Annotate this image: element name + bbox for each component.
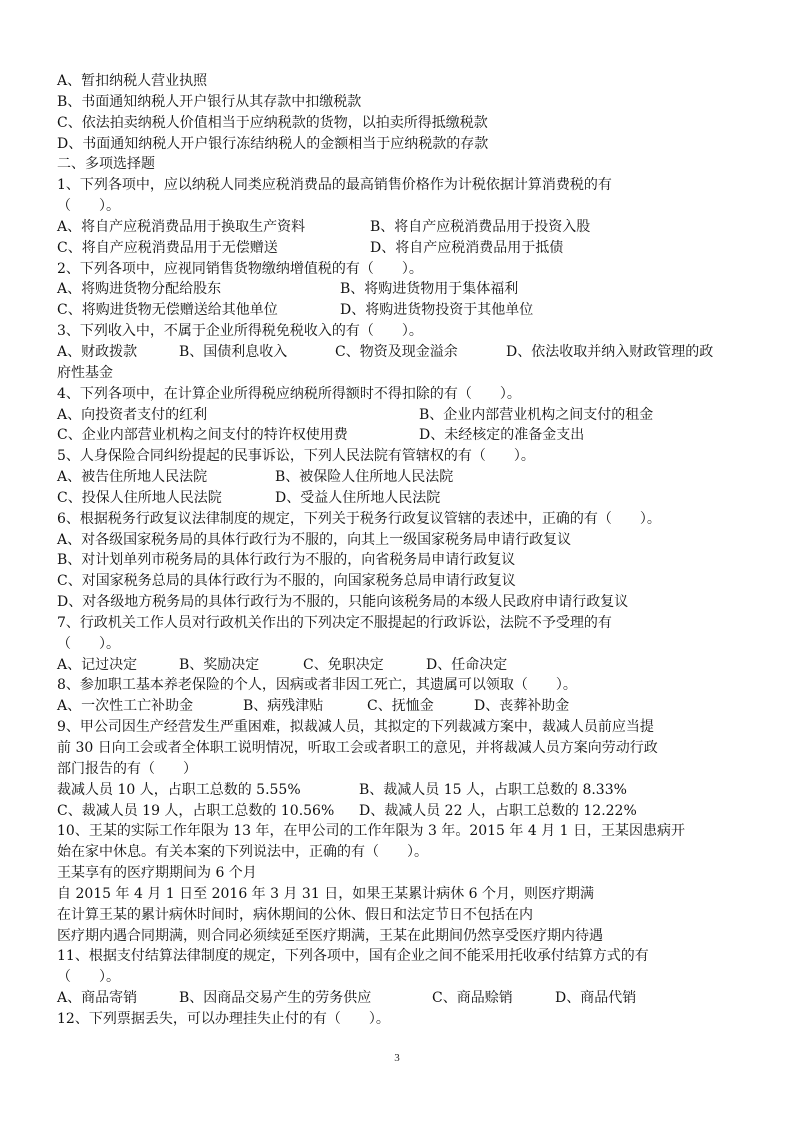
question-5-options-row-1 [57,467,747,488]
question-9-options-row-2 [57,801,747,822]
question-3: 3、下列收入中，不属于企业所得税免税收入的有（ ）。 [57,323,423,340]
option-d: D、受益人住所地人民法院 [275,489,441,506]
option-d: D、书面通知纳税人开户银行冻结纳税人的金额相当于应纳税款的存款 [57,135,489,152]
question-4: 4、下列各项中，在计算企业所得税应纳税所得额时不得扣除的有（ ）。 [57,385,521,402]
option-a: A、将购进货物分配给股东 [57,281,222,298]
question-2: 2、下列各项中，应视同销售货物缴纳增值税的有（ ）。 [57,260,423,277]
question-9-continued: 前 30 日向工会或者全体职工说明情况，听取工会或者职工的意见，并将裁减人员方案向劳动行政 [57,740,658,756]
option-b: B、国债利息收入 [179,343,288,360]
question-7-blank: （ ）。 [57,635,120,652]
option-c: C、裁减人员 19 人，占职工总数的 10.56% [57,802,335,819]
option-b: B、企业内部营业机构之间支付的租金 [419,406,654,423]
option-d: 医疗期内遇合同期满，则合同必须续延至医疗期满，王某在此期间仍然享受医疗期内待遇 [57,927,603,944]
question-8-options-row [57,696,747,717]
question-9-continued-2: 部门报告的有（ ） [57,760,197,777]
option-d: D、依法收取并纳入财政管理的政 [506,343,714,360]
question-9-options-row-1 [57,780,747,801]
option-b: B、书面通知纳税人开户银行从其存款中扣缴税款 [57,93,362,110]
option-a: 裁减人员 10 人，占职工总数的 5.55% [57,781,301,798]
question-1-options-row-2 [57,238,747,259]
question-4-options-row-2 [57,425,747,446]
question-7: 7、行政机关工作人员对行政机关作出的下列决定不服提起的行政诉讼，法院不予受理的有 [57,614,612,631]
question-11: 11、根据支付结算法律制度的规定，下列各项中，国有企业之间不能采用托收承付结算方式的有 [57,948,649,965]
option-b: B、将自产应税消费品用于投资入股 [370,218,591,235]
question-3-options-row [57,342,747,363]
question-1-options-row-1 [57,217,747,238]
option-b: B、奖励决定 [179,656,260,673]
option-c: C、物资及现金溢余 [335,343,458,360]
option-c: C、抚恤金 [367,698,434,715]
question-12: 12、下列票据丢失，可以办理挂失止付的有（ ）。 [57,1010,390,1027]
option-d: D、将自产应税消费品用于抵债 [370,239,564,256]
question-9: 9、甲公司因生产经营发生严重困难，拟裁减人员，其拟定的下列裁减方案中，裁减人员前应当提 [57,719,654,736]
question-6: 6、根据税务行政复议法律制度的规定，下列关于税务行政复议管辖的表述中，正确的有（ ）。 [57,510,661,527]
option-b: B、病残津贴 [243,698,324,715]
option-c: C、依法拍卖纳税人价值相当于应纳税款的货物，以拍卖所得抵缴税款 [57,114,488,131]
option-c: C、将自产应税消费品用于无偿赠送 [57,239,278,256]
page-content [57,71,747,1030]
option-c: C、将购进货物无偿赠送给其他单位 [57,302,278,319]
page-number: 3 [394,1052,400,1064]
question-11-options-row [57,988,747,1009]
option-c: C、投保人住所地人民法院 [57,489,222,506]
option-b: 自 2015 年 4 月 1 日至 2016 年 3 月 31 日，如果王某累计病休 6 个月，则医疗期满 [57,885,595,902]
option-d: D、裁减人员 22 人，占职工总数的 12.22% [359,802,637,819]
option-a: A、记过决定 [57,656,138,673]
question-11-blank: （ ）。 [57,969,120,986]
option-a: A、一次性工亡补助金 [57,698,194,715]
question-8: 8、参加职工基本养老保险的个人，因病或者非因工死亡，其遗属可以领取（ ）。 [57,677,577,694]
option-b: B、将购进货物用于集体福利 [340,281,519,298]
question-4-options-row-1 [57,405,747,426]
question-2-options-row-2 [57,300,747,321]
option-b: B、裁减人员 15 人，占职工总数的 8.33% [359,781,627,798]
option-c: C、免职决定 [303,656,384,673]
question-5-options-row-2 [57,488,747,509]
option-c: C、对国家税务总局的具体行政行为不服的，向国家税务总局申请行政复议 [57,573,516,590]
option-d: D、丧葬补助金 [474,698,570,715]
question-10-continued: 始在家中休息。有关本案的下列说法中，正确的有（ ）。 [57,844,428,861]
option-d: D、任命决定 [426,656,508,673]
option-a: A、将自产应税消费品用于换取生产资料 [57,218,306,235]
option-c: 在计算王某的累计病休时间时，病休期间的公休、假日和法定节日不包括在内 [57,906,533,923]
option-b: B、被保险人住所地人民法院 [275,469,454,486]
question-2-options-row-1 [57,279,747,300]
option-a: 王某享有的医疗期期间为 6 个月 [57,865,257,882]
question-5: 5、人身保险合同纠纷提起的民事诉讼，下列人民法院有管辖权的有（ ）。 [57,448,535,465]
question-3-option-d-continued: 府性基金 [57,364,113,381]
option-c: C、企业内部营业机构之间支付的特许权使用费 [57,427,348,444]
option-d: D、将购进货物投资于其他单位 [340,302,534,319]
option-a: A、暂扣纳税人营业执照 [57,73,208,89]
question-10: 10、王某的实际工作年限为 13 年，在甲公司的工作年限为 3 年。2015 年 4 月 1 日，王某因患病开 [57,823,686,840]
option-b: B、因商品交易产生的劳务供应 [179,990,372,1007]
option-d: D、对各级地方税务局的具体行政行为不服的，只能向该税务局的本级人民政府申请行政复议 [57,594,629,611]
option-b: B、对计划单列市税务局的具体行政行为不服的，向省税务局申请行政复议 [57,552,516,569]
section-heading: 二、多项选择题 [57,156,155,173]
option-c: C、商品赊销 [432,990,513,1007]
option-a: A、被告住所地人民法院 [57,469,208,486]
option-d: D、商品代销 [555,990,637,1007]
option-d: D、未经核定的准备金支出 [419,427,585,444]
option-a: A、财政拨款 [57,343,138,360]
question-1: 1、下列各项中，应以纳税人同类应税消费品的最高销售价格作为计税依据计算消费税的有 [57,177,612,194]
question-1-blank: （ ）。 [57,198,120,215]
option-a: A、商品寄销 [57,990,138,1007]
option-a: A、向投资者支付的红利 [57,406,208,423]
question-7-options-row [57,655,747,676]
option-a: A、对各级国家税务局的具体行政行为不服的，向其上一级国家税务局申请行政复议 [57,531,572,548]
